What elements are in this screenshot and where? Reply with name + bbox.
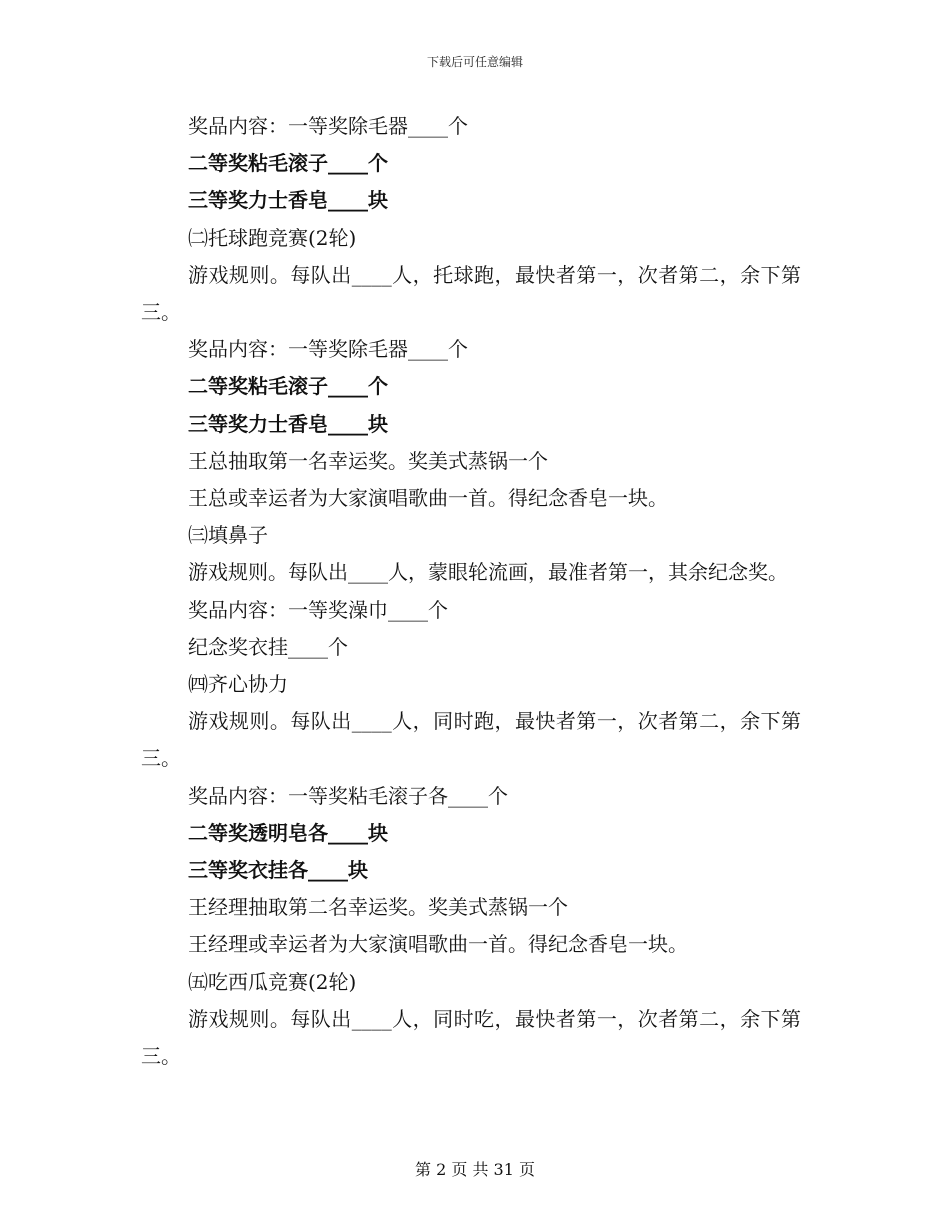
page-footer: 第 2 页 共 31 页: [415, 1160, 535, 1179]
paragraph-song-1: 王总或幸运者为大家演唱歌曲一首。得纪念香皂一块。: [188, 486, 668, 511]
paragraph-prize-list-3: 奖品内容：一等奖澡巾____个: [188, 597, 448, 622]
section-heading-teamwork: ㈣齐心协力: [188, 672, 288, 697]
section-heading-watermelon: ㈤吃西瓜竞赛(2轮): [188, 969, 357, 994]
paragraph-third-prize-1: 三等奖力士香皂____块: [188, 188, 388, 213]
paragraph-second-prize-2: 二等奖粘毛滚子____个: [188, 374, 388, 399]
paragraph-souvenir-prize: 纪念奖衣挂____个: [188, 634, 348, 659]
paragraph-second-prize-4: 二等奖透明皂各____块: [188, 820, 388, 845]
paragraph-prize-list-2: 奖品内容：一等奖除毛器____个: [188, 337, 468, 362]
paragraph-rules-nose: 游戏规则。每队出____人，蒙眼轮流画，最准者第一，其余纪念奖。: [188, 560, 788, 585]
paragraph-rules-teamwork: 游戏规则。每队出____人，同时跑，最快者第一，次者第二，余下第三。: [141, 709, 801, 771]
paragraph-rules-watermelon: 游戏规则。每队出____人，同时吃，最快者第一，次者第二，余下第三。: [141, 1006, 801, 1069]
paragraph-song-2: 王经理或幸运者为大家演唱歌曲一首。得纪念香皂一块。: [188, 932, 688, 957]
section-heading-ball-race: ㈡托球跑竞赛(2轮): [188, 225, 357, 250]
page-header: 下载后可任意编辑: [426, 55, 523, 69]
paragraph-prize-list-1: 奖品内容：一等奖除毛器____个: [188, 114, 468, 138]
document-body: [141, 108, 801, 1075]
section-heading-nose: ㈢填鼻子: [188, 523, 268, 548]
paragraph-rules-ball-race: 游戏规则。每队出____人，托球跑，最快者第一，次者第二，余下第三。: [141, 262, 801, 325]
paragraph-third-prize-2: 三等奖力士香皂____块: [188, 411, 388, 436]
paragraph-prize-list-4: 奖品内容：一等奖粘毛滚子各____个: [188, 783, 508, 808]
paragraph-third-prize-4: 三等奖衣挂各____块: [188, 858, 368, 883]
paragraph-second-prize-1: 二等奖粘毛滚子____个: [188, 151, 388, 176]
paragraph-lucky-draw-1: 王总抽取第一名幸运奖。奖美式蒸锅一个: [188, 448, 548, 473]
paragraph-lucky-draw-2: 王经理抽取第二名幸运奖。奖美式蒸锅一个: [188, 895, 568, 920]
